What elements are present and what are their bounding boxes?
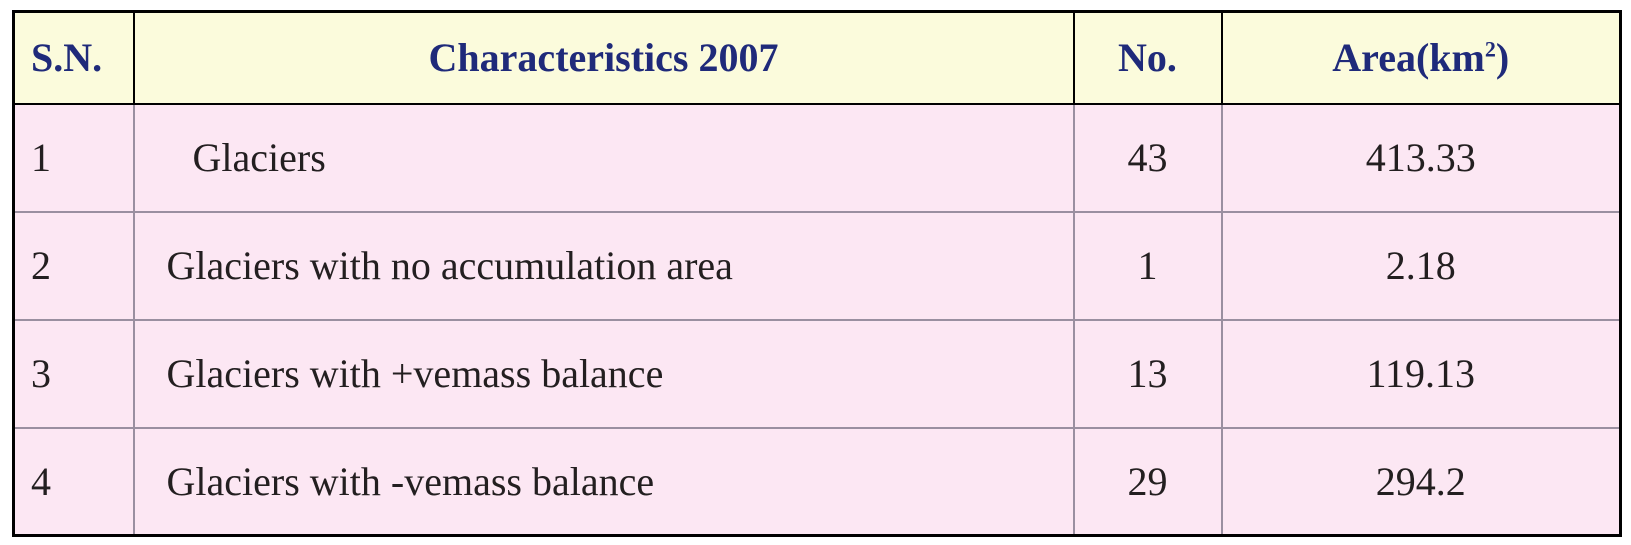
table-row bbox=[14, 428, 1621, 536]
column-header-area bbox=[1222, 12, 1621, 104]
cell-characteristic: Glaciers with -vemass balance bbox=[134, 428, 1074, 536]
cell-characteristic: Glaciers bbox=[134, 104, 1074, 212]
column-header-sn: S.N. bbox=[14, 12, 134, 104]
glacier-characteristics-table bbox=[12, 10, 1622, 537]
cell-no: 29 bbox=[1074, 428, 1222, 536]
cell-no: 43 bbox=[1074, 104, 1222, 212]
cell-sn: 2 bbox=[14, 212, 134, 320]
table-row bbox=[14, 320, 1621, 428]
table-row bbox=[14, 104, 1621, 212]
cell-sn: 3 bbox=[14, 320, 134, 428]
table-header-row bbox=[14, 12, 1621, 104]
cell-area: 413.33 bbox=[1222, 104, 1621, 212]
column-header-area-suffix: ) bbox=[1495, 35, 1510, 81]
glacier-characteristics-table-container bbox=[12, 10, 1619, 535]
column-header-characteristics: Characteristics 2007 bbox=[134, 12, 1074, 104]
cell-characteristic: Glaciers with no accumulation area bbox=[134, 212, 1074, 320]
cell-area: 119.13 bbox=[1222, 320, 1621, 428]
column-header-no: No. bbox=[1074, 12, 1222, 104]
cell-area: 294.2 bbox=[1222, 428, 1621, 536]
table-body bbox=[14, 104, 1621, 536]
cell-area: 2.18 bbox=[1222, 212, 1621, 320]
column-header-area-prefix: Area(km bbox=[1332, 35, 1485, 81]
table-header bbox=[14, 12, 1621, 104]
cell-characteristic: Glaciers with +vemass balance bbox=[134, 320, 1074, 428]
cell-sn: 4 bbox=[14, 428, 134, 536]
cell-no: 1 bbox=[1074, 212, 1222, 320]
column-header-area-exponent: 2 bbox=[1484, 36, 1496, 62]
cell-sn: 1 bbox=[14, 104, 134, 212]
table-row bbox=[14, 212, 1621, 320]
cell-no: 13 bbox=[1074, 320, 1222, 428]
